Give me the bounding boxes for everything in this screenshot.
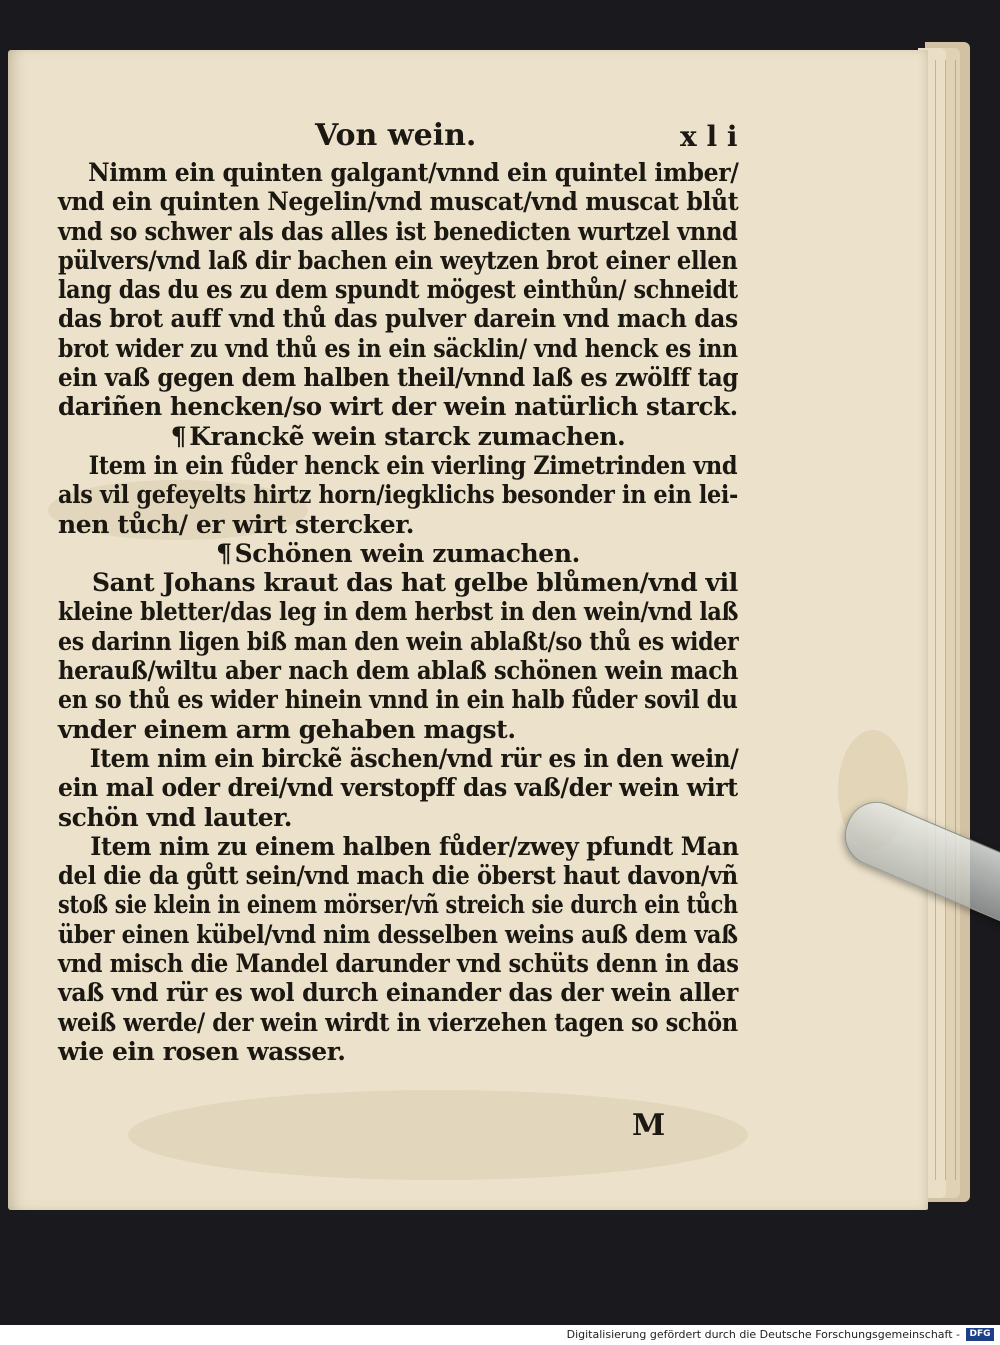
text-line: ein mal oder drei/vnd verstopff das vaß/der wein wirt [58, 773, 738, 803]
text-line: vnd ein quinten Negelin/vnd muscat/vnd muscat blůt [58, 187, 739, 217]
text-line: vnd so schwer als das alles ist benedicten wurtzel vnnd [58, 216, 738, 246]
section-heading [58, 539, 738, 568]
section-heading [58, 422, 738, 451]
text-line: nen tůch/ er wirt stercker. [58, 509, 415, 539]
funding-credit: Digitalisierung gefördert durch die Deutsche Forschungsgemeinschaft - [566, 1328, 960, 1341]
running-head [0, 118, 1000, 154]
text-line: als vil gefeyelts hirtz horn/iegklichs besonder in ein lei- [58, 480, 738, 510]
text-line: wie ein rosen wasser. [58, 1036, 346, 1066]
text-line: Item nim zu einem halben fůder/zwey pfundt Man [90, 831, 739, 861]
catchword: M [632, 1108, 666, 1143]
page-edge-line [955, 60, 956, 1180]
text-line: stoß sie klein in einem mörser/vñ streich sie durch ein tůch [58, 890, 738, 920]
text-line: Nimm ein quinten galgant/vnnd ein quintel imber/ [88, 158, 739, 187]
footer-bar [0, 1325, 1000, 1345]
page-edge-line [945, 60, 946, 1180]
text-line: vnder einem arm gehaben magst. [58, 714, 516, 744]
text-line: über einen kübel/vnd nim desselben weins auß dem vaß [58, 919, 738, 949]
text-line: ein vaß gegen dem halben theil/vnnd laß es zwölff tag [58, 363, 739, 393]
dfg-logo: DFG [966, 1328, 994, 1341]
pilcrow-mark: ¶ [216, 538, 232, 568]
text-line: es darinn ligen biß man den wein ablaßt/so thů es wider [58, 626, 739, 656]
text-line: del die da gůtt sein/vnd mach die öberst haut davon/vñ [58, 861, 738, 891]
text-line: schön vnd lauter. [58, 802, 293, 832]
pilcrow-mark: ¶ [170, 421, 187, 451]
text-line: vnd misch die Mandel darunder vnd schüts denn in das [58, 949, 739, 979]
text-line: herauß/wiltu aber nach dem ablaß schönen wein mach [58, 656, 738, 686]
text-line: kleine bletter/das leg in dem herbst in den wein/vnd laß [58, 597, 739, 627]
section-heading-text: Kranckẽ wein starck zumachen. [189, 421, 626, 451]
text-line: Item nim ein birckẽ äschen/vnd rür es in den wein/ [89, 743, 739, 773]
text-line: en so thů es wider hinein vnnd in ein halb fůder sovil du [58, 685, 738, 715]
text-line: Item in ein fůder henck ein vierling Zimetrinden vnd [88, 450, 738, 480]
text-line: dariñen hencken/so wirt der wein natürlich starck. [58, 392, 738, 422]
running-head-title: Von wein. [315, 118, 477, 153]
page-edge-line [935, 60, 936, 1180]
section-heading-text: Schönen wein zumachen. [234, 538, 580, 568]
text-line: Sant Johans kraut das hat gelbe blůmen/vnd vil [91, 568, 738, 598]
folio-number: x l i [680, 120, 738, 153]
text-line: das brot auff vnd thů das pulver darein vnd mach das [58, 304, 738, 334]
text-line: lang das du es zu dem spundt mögest einthůn/ schneidt [58, 275, 738, 305]
text-line: pülvers/vnd laß dir bachen ein weytzen brot einer ellen [58, 245, 738, 275]
text-line: vaß vnd rür es wol durch einander das der wein aller [58, 978, 738, 1008]
text-line: brot wider zu vnd thů es in ein säcklin/ vnd henck es inn [58, 333, 738, 363]
body-text [58, 158, 738, 1066]
text-line: weiß werde/ der wein wirdt in vierzehen tagen so schön [58, 1007, 738, 1037]
